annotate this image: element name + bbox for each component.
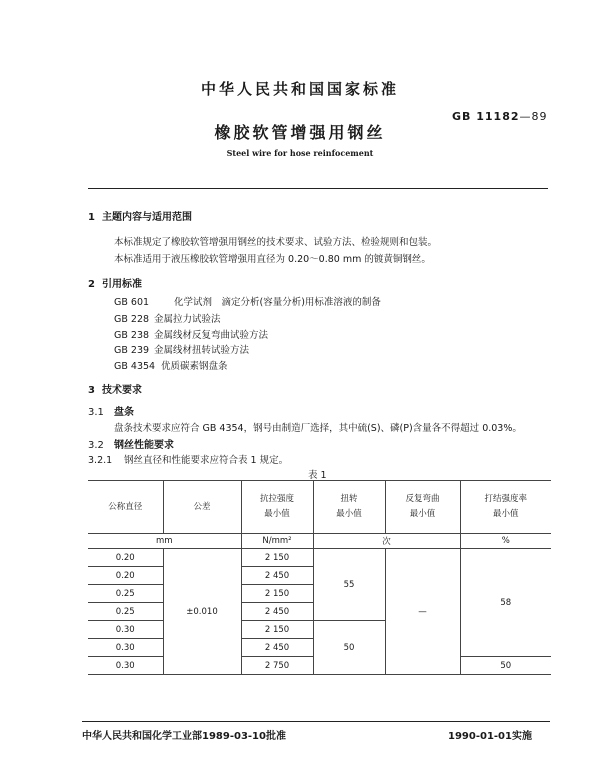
reference-title: 化学试剂 滴定分析(容量分析)用标准溶液的制备 — [174, 297, 381, 308]
cell-diameter: 0.30 — [88, 621, 163, 639]
reference-item — [114, 327, 268, 341]
cell-tensile: 2 450 — [241, 567, 313, 585]
table-caption: 表 1 — [308, 470, 327, 481]
reference-title: 金属线材扭转试验方法 — [154, 345, 250, 356]
section-3-1-number: 3.1 — [88, 407, 104, 418]
cell-tensile: 2 150 — [241, 585, 313, 603]
reference-item — [114, 342, 249, 356]
reference-code: GB 238 — [114, 330, 150, 341]
unit-percent: % — [460, 534, 551, 549]
cell-diameter: 0.20 — [88, 549, 163, 567]
section-2-number: 2 — [88, 279, 95, 290]
cell-diameter: 0.20 — [88, 567, 163, 585]
section-3-2-heading — [88, 436, 174, 451]
header-torsion-line-2: 最小值 — [336, 509, 362, 519]
top-rule — [88, 188, 548, 189]
reference-code: GB 4354 — [114, 361, 156, 372]
cell-tensile: 2 450 — [241, 639, 313, 657]
reference-title: 优质碳素钢盘条 — [161, 361, 228, 372]
cell-tensile: 2 150 — [241, 621, 313, 639]
reference-item — [114, 311, 221, 325]
section-3-2-1-line — [88, 452, 288, 466]
issued-by: 中华人民共和国化学工业部1989-03-10批准 — [82, 731, 286, 742]
cell-diameter: 0.30 — [88, 639, 163, 657]
bottom-rule — [82, 721, 550, 722]
ministry-header: 中华人民共和国国家标准 — [200, 80, 399, 98]
reference-item — [114, 358, 228, 372]
reference-item — [114, 294, 381, 308]
cell-tolerance: ±0.010 — [163, 549, 241, 675]
section-2-title: 引用标准 — [102, 279, 142, 290]
gb-code: GB 11182 — [452, 110, 520, 123]
cell-diameter: 0.30 — [88, 657, 163, 675]
section-3-2-1-text: 钢丝直径和性能要求应符合表 1 规定。 — [124, 455, 289, 466]
section-3-2-title: 钢丝性能要求 — [114, 440, 174, 451]
section-1-para-2: 本标准适用于液压橡胶软管增强用直径为 0.20～0.80 mm 的镀黄铜钢丝。 — [114, 254, 431, 265]
unit-mm: mm — [88, 534, 241, 549]
cell-torsion: 50 — [313, 621, 385, 675]
cell-tensile: 2 150 — [241, 549, 313, 567]
unit-times: 次 — [313, 534, 460, 549]
header-bend — [385, 481, 460, 534]
table-header-row — [88, 481, 551, 534]
unit-nmm2: N/mm² — [241, 534, 313, 549]
header-tolerance: 公差 — [163, 481, 241, 534]
section-3-1-heading — [88, 403, 134, 418]
header-tensile — [241, 481, 313, 534]
section-3-heading — [88, 381, 142, 396]
reference-title: 金属线材反复弯曲试验方法 — [154, 330, 269, 341]
section-3-number: 3 — [88, 385, 95, 396]
cell-diameter: 0.25 — [88, 603, 163, 621]
header-tensile-line-1: 抗拉强度 — [259, 494, 294, 504]
cell-knot: 50 — [460, 657, 551, 675]
reference-code: GB 239 — [114, 345, 150, 356]
section-1-para-1: 本标准规定了橡胶软管增强用钢丝的技术要求、试验方法、检验规则和包装。 — [114, 237, 438, 248]
cell-knot: 58 — [460, 549, 551, 657]
header-knot-line-2: 最小值 — [492, 509, 519, 519]
section-3-2-number: 3.2 — [88, 440, 104, 451]
title-english: Steel wire for hose reinfocement — [226, 148, 374, 158]
gb-year: —89 — [519, 110, 548, 123]
properties-table — [88, 480, 551, 675]
table-row — [88, 549, 551, 567]
cell-torsion: 55 — [313, 549, 385, 621]
header-bend-line-1: 反复弯曲 — [405, 494, 440, 504]
cell-bend: — — [385, 549, 460, 675]
section-3-2-1-number: 3.2.1 — [88, 455, 113, 466]
section-1-heading — [88, 208, 192, 223]
header-bend-line-2: 最小值 — [409, 509, 436, 519]
section-1-title: 主题内容与适用范围 — [102, 212, 192, 223]
section-3-1-title: 盘条 — [114, 407, 134, 418]
section-3-1-text: 盘条技术要求应符合 GB 4354，钢号由制造厂选择，其中硫(S)、磷(P)含量各不得超过 0.03%。 — [114, 423, 522, 434]
header-diameter: 公称直径 — [88, 481, 163, 534]
effective-date: 1990-01-01实施 — [448, 731, 532, 742]
header-torsion — [313, 481, 385, 534]
cell-tensile: 2 450 — [241, 603, 313, 621]
title-chinese: 橡胶软管增强用钢丝 — [214, 123, 386, 142]
cell-tensile: 2 750 — [241, 657, 313, 675]
header-tensile-line-2: 最小值 — [264, 509, 290, 519]
table-units-row — [88, 534, 551, 549]
reference-code: GB 228 — [114, 314, 150, 325]
section-1-number: 1 — [88, 212, 95, 223]
reference-title: 金属拉力试验法 — [154, 314, 221, 325]
header-knot-line-1: 打结强度率 — [484, 494, 527, 504]
reference-code: GB 601 — [114, 297, 150, 308]
section-2-heading — [88, 275, 142, 290]
cell-diameter: 0.25 — [88, 585, 163, 603]
section-3-title: 技术要求 — [102, 385, 142, 396]
header-knot — [460, 481, 551, 534]
header-torsion-line-1: 扭转 — [340, 494, 358, 504]
